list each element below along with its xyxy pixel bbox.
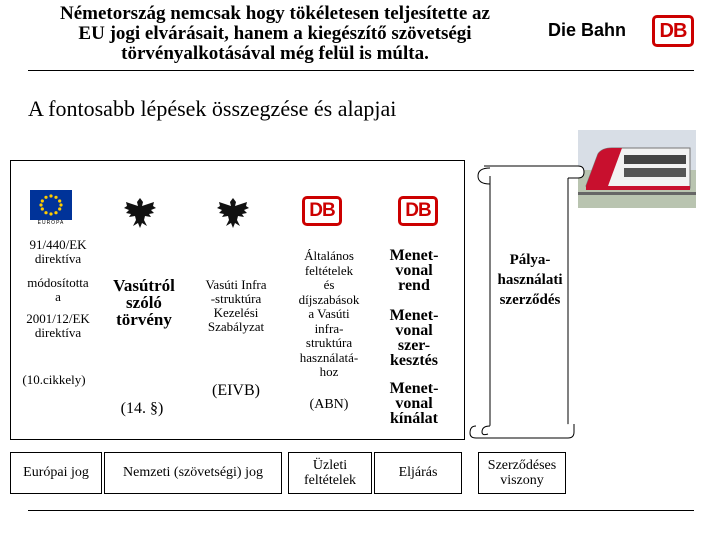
box-label: Nemzeti (szövetségi) jog	[123, 465, 263, 480]
text-line: rend	[398, 277, 430, 294]
box-label: Európai jog	[23, 465, 89, 480]
title-line: törvényalkotásával még felül is múlta.	[121, 43, 429, 64]
text-line: Kezelési	[213, 305, 259, 320]
text-line: -struktúra	[210, 291, 262, 306]
federal-eagle-icon	[213, 192, 253, 232]
text-line: és	[323, 277, 335, 292]
track-access-contract	[480, 250, 580, 310]
train-photo	[578, 130, 696, 208]
eu-flag-caption: EUROPA	[37, 220, 65, 226]
national-law-railway-act-ref: (14. §)	[120, 400, 164, 417]
text-line: vonal	[395, 395, 433, 412]
text-line: Általános	[304, 248, 354, 263]
procedure-timetable	[374, 248, 454, 293]
text-line: feltételek	[303, 473, 357, 488]
db-logo-icon: DB	[652, 15, 694, 47]
text-line: használatá-	[299, 349, 359, 365]
box-label: Eljárás	[398, 465, 438, 480]
eu-law-box	[10, 452, 102, 494]
text-line: Menet-	[389, 307, 439, 324]
text-line: törvény	[116, 310, 172, 329]
procedure-box	[374, 452, 462, 494]
text-line: infra-	[314, 320, 344, 336]
national-law-infrastructure-rules-ref: (EIVB)	[212, 382, 260, 399]
text-line: direktíva	[34, 251, 82, 266]
brand-text: Die Bahn	[548, 20, 627, 40]
eu-article: (10.cikkely)	[22, 372, 86, 387]
eu-amending-directive	[14, 312, 102, 340]
db-general-conditions-ref: (ABN)	[309, 397, 349, 412]
text-line: Üzleti	[312, 458, 348, 473]
text-line: direktíva	[34, 325, 82, 340]
text-line: Menet-	[389, 247, 439, 264]
db-general-conditions	[284, 249, 374, 380]
eu-flag-icon	[30, 190, 72, 226]
text-line: Vasúti Infra	[205, 277, 267, 292]
eu-directive	[14, 238, 102, 266]
text-line: Menet-	[389, 380, 439, 397]
text-line: viszony	[500, 473, 544, 488]
national-law-box	[104, 452, 282, 494]
text-line: Szerződéses	[487, 458, 557, 473]
text-line: módosította	[27, 275, 89, 290]
text-line: feltételek	[304, 262, 354, 278]
header-divider	[28, 70, 694, 71]
text-line: Vasútról	[113, 276, 175, 295]
text-line: kesztés	[390, 352, 438, 369]
federal-eagle-icon	[120, 192, 160, 232]
text-line: szer-	[397, 337, 431, 354]
title-line: Németország nemcsak hogy tökéletesen teljesítette az	[60, 3, 490, 24]
page-title	[20, 4, 530, 64]
db-logo-icon: DB	[302, 196, 342, 226]
contractual-relationship-box	[478, 452, 566, 494]
text-line: a	[55, 289, 61, 304]
db-logo-icon: DB	[398, 196, 438, 226]
text-line: a Vasúti	[308, 306, 350, 321]
text-line: szóló	[126, 293, 162, 312]
eu-amended-by	[14, 276, 102, 304]
text-line: vonal	[395, 322, 433, 339]
procedure-timetable-offer	[374, 381, 454, 426]
text-line: 2001/12/EK	[26, 311, 90, 326]
text-line: vonal	[395, 262, 433, 279]
text-line: díjszabások	[298, 291, 360, 307]
title-line: EU jogi elvárásait, hanem a kiegészítő szövetségi	[78, 23, 472, 44]
text-line: használati	[497, 272, 563, 288]
text-line: szerződés	[499, 292, 561, 308]
text-line: Pálya-	[509, 252, 551, 268]
national-law-railway-act	[102, 277, 186, 328]
text-line: struktúra	[305, 335, 353, 350]
procedure-timetable-construction	[374, 308, 454, 368]
text-line: kínálat	[389, 410, 438, 427]
business-conditions-box	[288, 452, 372, 494]
train-photo-graphic	[578, 130, 696, 208]
text-line: hoz	[319, 364, 339, 379]
footer-divider	[28, 510, 694, 511]
national-law-infrastructure-rules	[188, 278, 284, 334]
text-line: 91/440/EK	[29, 237, 87, 252]
section-subtitle: A fontosabb lépések összegzése és alapjai	[28, 96, 397, 121]
text-line: Szabályzat	[207, 319, 265, 334]
